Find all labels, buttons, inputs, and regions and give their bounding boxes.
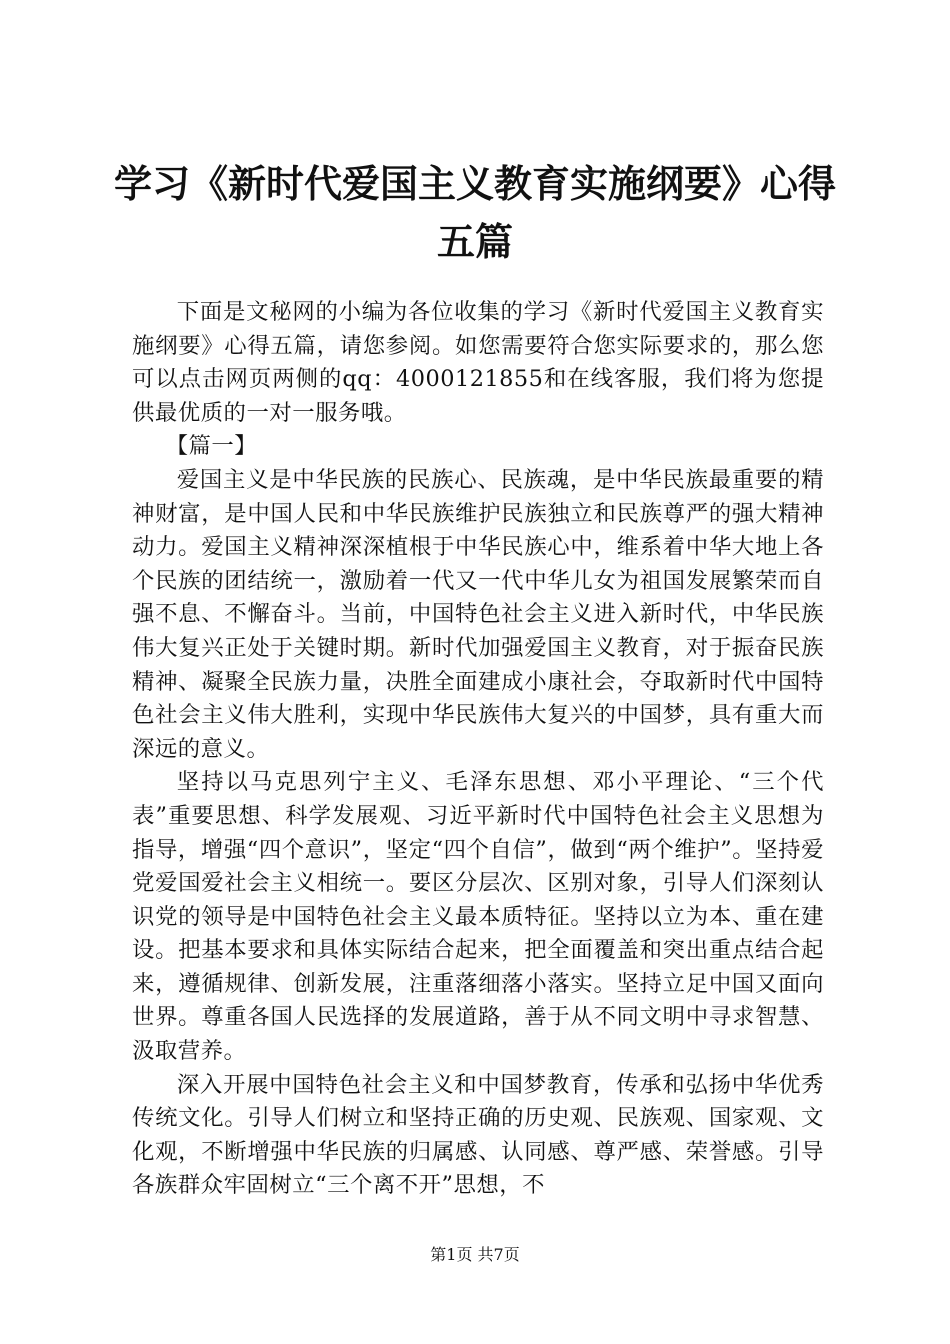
document-body bbox=[132, 296, 824, 1203]
page-number-footer: 第1页 共7页 bbox=[430, 1245, 520, 1264]
document-title: 学习《新时代爱国主义教育实施纲要》心得五篇 bbox=[113, 162, 836, 264]
section-heading: 【篇一】 bbox=[165, 433, 258, 460]
intro-paragraph: 下面是文秘网的小编为各位收集的学习《新时代爱国主义教育实施纲要》心得五篇，请您参阅。如您需要符合您实际要求的，那么您可以点击网页两侧的qq：4000121855和在线客服，我们将为您提供最优质的一对一服务哦。 bbox=[132, 299, 824, 426]
body-paragraph: 爱国主义是中华民族的民族心、民族魂，是中华民族最重要的精神财富，是中国人民和中华民族维护民族独立和民族尊严的强大精神动力。爱国主义精神深深植根于中华民族心中，维系着中华大地上各个民族的团结统一，激励着一代又一代中华儿女为祖国发展繁荣而自强不息、不懈奋斗。当前，中国特色社会主义进入新时代，中华民族伟大复兴正处于关键时期。新时代加强爱国主义教育，对于振奋民族精神、凝聚全民族力量，决胜全面建成小康社会，夺取新时代中国特色社会主义伟大胜利，实现中华民族伟大复兴的中国梦，具有重大而深远的意义。 bbox=[132, 466, 824, 762]
body-paragraph: 坚持以马克思列宁主义、毛泽东思想、邓小平理论、“三个代表”重要思想、科学发展观、习近平新时代中国特色社会主义思想为指导，增强“四个意识”，坚定“四个自信”，做到“两个维护”。坚持爱党爱国爱社会主义相统一。要区分层次、区别对象，引导人们深刻认识党的领导是中国特色社会主义最本质特征。坚持以立为本、重在建设。把基本要求和具体实际结合起来，把全面覆盖和突出重点结合起来，遵循规律、创新发展，注重落细落小落实。坚持立足中国又面向世界。尊重各国人民选择的发展道路，善于从不同文明中寻求智慧、汲取营养。 bbox=[132, 769, 824, 1065]
body-paragraph: 深入开展中国特色社会主义和中国梦教育，传承和弘扬中华优秀传统文化。引导人们树立和坚持正确的历史观、民族观、国家观、文化观，不断增强中华民族的归属感、认同感、尊严感、荣誉感。引导各族群众牢固树立“三个离不开”思想，不 bbox=[132, 1071, 824, 1199]
